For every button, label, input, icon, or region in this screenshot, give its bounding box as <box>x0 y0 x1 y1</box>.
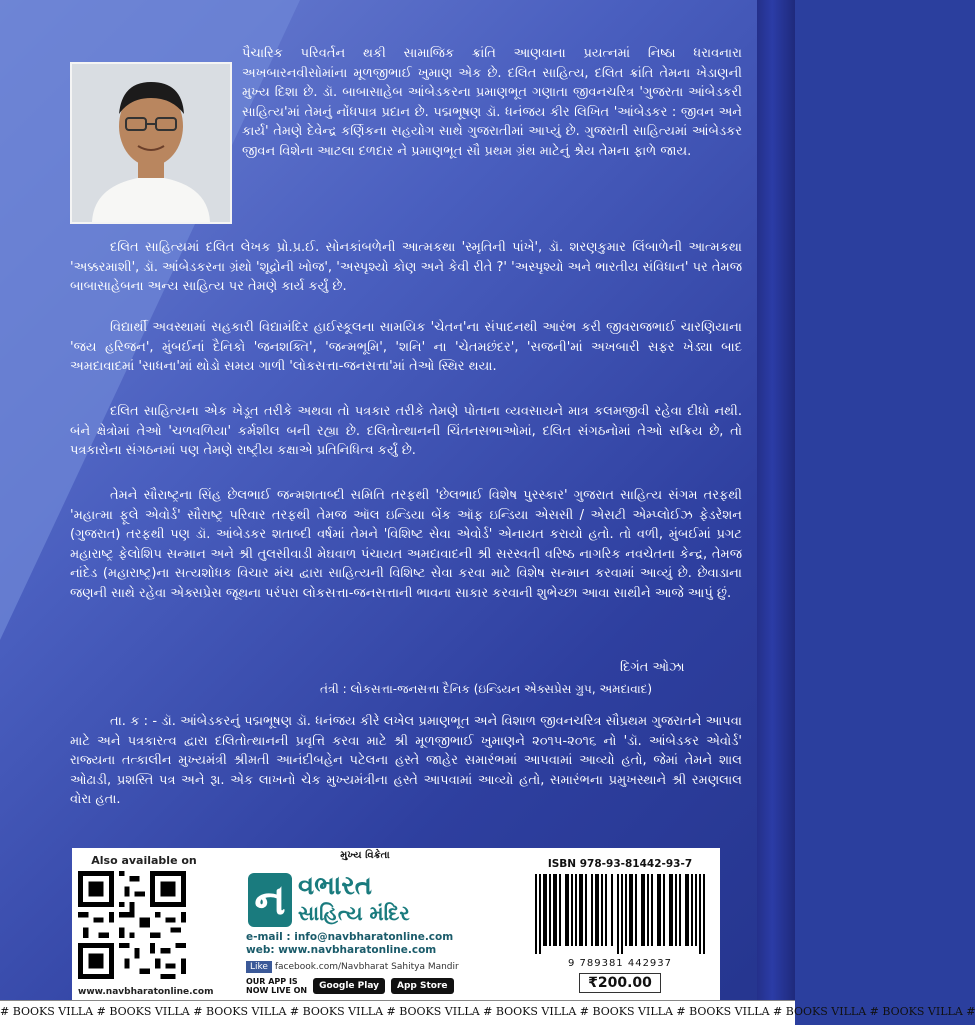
bio-paragraph-4: દલિત સાહિત્યના એક ખેડૂત તરીકે અથવા તો પત્રકાર તરીકે તેમણે પોતાના વ્યવસાયને માત્ર કલમજીવી રહેવા દીધો નથી. બંને ક્ષેત્રોમાં તેઓ 'ચળવળિયા' કર્મશીલ બની રહ્યા છે. દલિતોત્થાનની ચિંતનસભાઓમાં, દલિત સંગઠનોમાં તેઓ સક્રિય છે, તો પત્રકારોના સંગઠનમાં પણ તેમણે રાષ્ટ્રીય કક્ષાએ પ્રતિનિધિત્વ કર્યું છે. <box>70 404 742 458</box>
bio-paragraph-2: દલિત સાહિત્યમાં દલિત લેખક પ્રો.પ્ર.ઈ. સોનકાંબળેની આત્મકથા 'સ્મૃતિની પાંખે', ડૉ. શરણકુમાર લિંબાળેની આત્મકથા 'અક્કરમાશી', ડૉ. આંબેડકરના ગ્રંથો 'શૂદ્રોની ખોજ', 'અસ્પૃશ્યો કોણ અને કેવી રીતે ?' 'અસ્પૃશ્યો અને ભારતીય સંવિધાન' પર તેમજ બાબાસાહેબના અન્ય સાહિત્ય પર તેમણે કાર્ય કર્યું છે. <box>70 240 742 294</box>
isbn-section <box>530 858 710 993</box>
author-photo <box>70 62 232 224</box>
bio-paragraph-5: તેમને સૌરાષ્ટ્રના સિંહ છેલભાઈ જન્મશતાબ્દી સમિતિ તરફથી 'છેલભાઈ વિશેષ પુરસ્કાર' ગુજરાત સાહિત્ય સંગમ તરફથી 'મહાત્મા ફૂલે એવોર્ડ' સૌરાષ્ટ્ર પરિવાર તરફથી તેમજ ઑલ ઇન્ડિયા બેંક ઑફ ઇન્ડિયા એસસી / એસટી એમ્પ્લોઈઝ ફેડરેશન (ગુજરાત) તરફથી પણ ડૉ. આંબેડકર શતાબ્દી વર્ષમાં તેમને 'વિશિષ્ટ સેવા એવોર્ડ' એનાયત કરાયો હતો. તો વળી, મુંબઈમાં પ્રગટ મહારાષ્ટ્ર ફેલોશિપ સન્માન અને શ્રી તુલસીવાડી મેઘવાળ પંચાયત અમદાવાદની શ્રી સરસ્વતી વરિષ્ઠ નાગરિક નવચેતના કેન્દ્ર, તેમજ નાંદેડ (મહારાષ્ટ્ર)ના સત્યશોધક વિચાર મંચ દ્વારા સાહિત્યની વિશિષ્ટ સેવા કરવા માટે વિશેષ સન્માન કરવામાં આવ્યું છે. છેવાડાના જણની સાથે રહેવા એક્સપ્રેસ જૂથના પરંપરા લોકસત્તા-જનસત્તાની ભાવના સાકાર કરવાની શુભેચ્છા આવા સાથીને આજે આપું છું. <box>70 488 742 601</box>
logo-name-bottom: સાહિત્ય મંદિર <box>298 901 410 925</box>
bio-paragraph-3: વિદ્યાર્થી અવસ્થામાં સહકારી વિદ્યામંદિર હાઈસ્કૂલના સામયિક 'ચેતન'ના સંપાદનથી આરંભ કરી જીવરાજભાઈ ચારણિયાના 'જય હરિજન', મુંબઈનાં દૈનિકો 'જનશક્તિ', 'જન્મભૂમિ', 'શનિ' ના 'ચેતમછંદર', 'સજની'માં અખબારી સફર ખેડ્યા બાદ અમદાવાદમાં 'સાધના'માં થોડો સમય ગાળી 'લોકસત્તા-જનસત્તા'માં તેઓ સ્થિર થયા. <box>70 320 742 374</box>
watermark-strip: # BOOKS VILLA # BOOKS VILLA # BOOKS VILLA # BOOKS VILLA # BOOKS VILLA # BOOKS VILLA # BOOKS VILLA # BOOKS VILLA # BOOKS VILLA # BOOKS VILLA # <box>0 1000 795 1025</box>
price-tag: ₹200.00 <box>579 973 661 993</box>
book-spine <box>757 0 795 1000</box>
also-available-label: Also available on <box>91 854 197 867</box>
author-signature: દિગંત ઓઝા <box>620 660 685 675</box>
isbn-label: ISBN 978-93-81442-93-7 <box>547 858 693 870</box>
postscript: તા. ક : - ડૉ. આંબેડકરનું પદ્મભૂષણ ડૉ. ધનંજય કીરે લખેલ પ્રમાણભૂત અને વિશાળ જીવનચરિત્ર સૌપ્રથમ ગુજરાતને આપવા માટે અને પત્રકારત્વ દ્વારા દલિતોત્થાનની પ્રવૃત્તિ કરવા માટે શ્રી મૂળજીભાઈ ખુમાણને ૨૦૧૫-૨૦૧૬ નો 'ડૉ. આંબેડકર એવોર્ડ' રાજ્યના તત્કાલીન મુખ્યમંત્રી શ્રીમતી આનંદીબહેન પટેલના હસ્તે જાહેર સમારંભમાં આપવામાં આવ્યો હતો, જેમાં તેમને શાલ ઓઢાડી, પ્રશસ્તિ પત્ર અને રૂા. એક લાખનો ચેક મુખ્યમંત્રીના હસ્તે આપવામાં આવ્યો હતો, સમારંભના પ્રમુખસ્થાને શ્રી રમણલાલ વોરા હતા. <box>70 714 742 807</box>
logo-letter: ન <box>248 873 292 927</box>
barcode-digits: 9 789381 442937 <box>567 958 673 969</box>
barcode-icon <box>535 874 705 954</box>
editor-designation: તંત્રી : લોકસત્તા-જનસત્તા દૈનિક (ઇન્ડિયન એક્સપ્રેસ ગ્રુપ, અમદાવાદ) <box>320 682 653 696</box>
distributor-label: મુખ્ય વિક્રેતા <box>340 850 390 861</box>
qr-section <box>78 854 214 997</box>
app-live-label: OUR APP IS NOW LIVE ON <box>246 977 308 995</box>
google-play-badge[interactable]: Google Play <box>313 978 385 994</box>
qr-code-icon[interactable] <box>78 871 186 979</box>
publisher-website[interactable]: web: www.navbharatonline.com <box>246 944 437 956</box>
publisher-block <box>240 850 490 995</box>
app-store-badge[interactable]: App Store <box>391 978 454 994</box>
bio-paragraph-1: પૈચારિક પરિવર્તન થકી સામાજિક ક્રાંતિ આણવાના પ્રયત્નમાં નિષ્ઠા ધરાવનારા અખબારનવીસોમાંના મૂળજીભાઈ ખુમાણ એક છે. દલિત સાહિત્ય, દલિત ક્રાંતિ તેમના ખેડાણની મુખ્ય દિશા છે. ડૉ. બાબાસાહેબ આંબેડકરના પ્રમાણભૂત ગણાતા જીવનચરિત્ર 'ગુજરતા આંબેડકરી સાહિત્ય'માં તેમનું નોંધપાત્ર પ્રદાન છે. પદ્મભૂષણ ડૉ. ધનંજય કીર લિખિત 'આંબેડકર : જીવન અને કાર્ય' તેમણે દેવેન્દ્ર કર્ણિકના સહયોગ સાથે ગુજરાતીમાં આપ્યું છે. ગુજરાતી સાહિત્યમાં આંબેડકર જીવન વિશેના આટલા દળદાર ને પ્રમાણભૂત સૌ પ્રથમ ગ્રંથ માટેનું શ્રેય તેમના ફાળે જાય. <box>242 46 742 159</box>
app-links <box>246 977 490 995</box>
facebook-url: facebook.com/Navbharat Sahitya Mandir <box>274 962 459 972</box>
publisher-email[interactable]: e-mail : info@navbharatonline.com <box>246 931 454 943</box>
publisher-logo <box>240 867 490 931</box>
logo-name-top: વભારત <box>298 871 373 901</box>
facebook-link[interactable] <box>246 961 490 973</box>
facebook-like-icon: Like <box>246 961 272 973</box>
qr-website-url[interactable]: www.navbharatonline.com <box>78 987 214 997</box>
publisher-footer <box>72 848 720 1000</box>
